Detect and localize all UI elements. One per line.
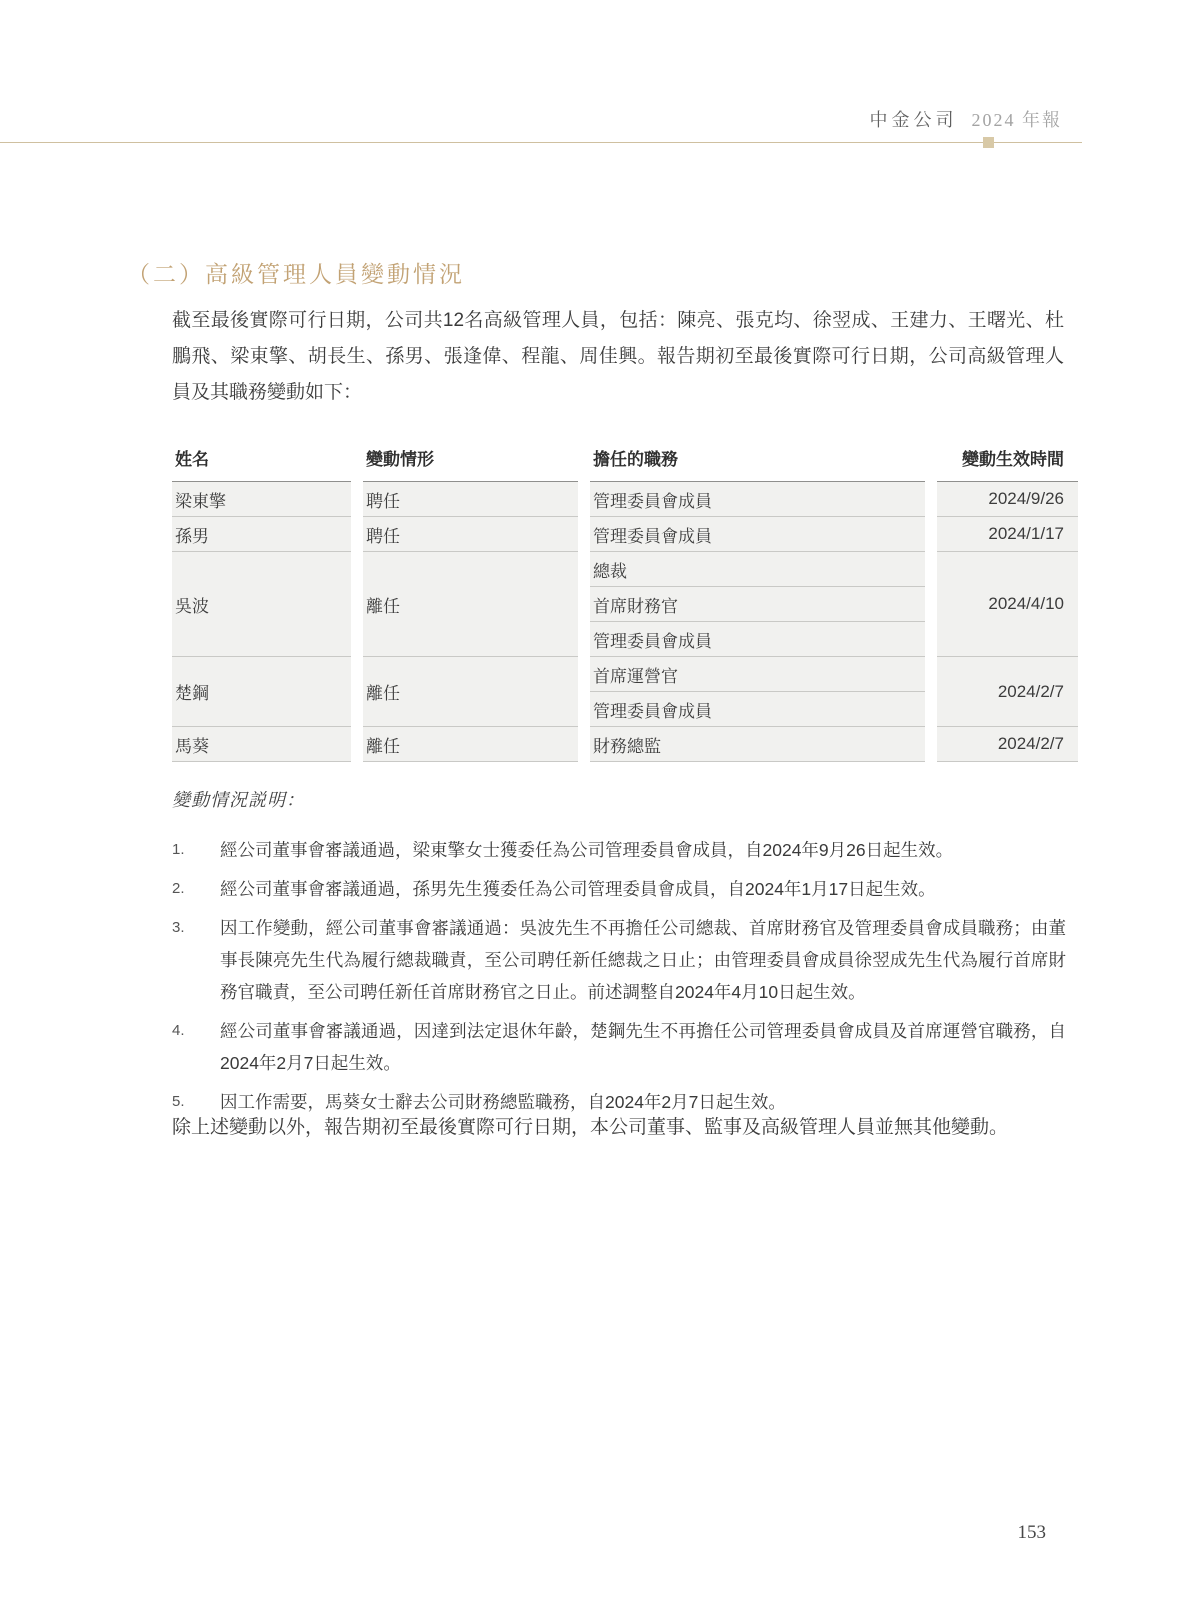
note-number: 3. xyxy=(172,919,185,936)
note-number: 4. xyxy=(172,1022,185,1039)
table-cell-position: 管理委員會成員 xyxy=(590,692,925,727)
note-text: 經公司董事會審議通過，因達到法定退休年齡，楚鋼先生不再擔任公司管理委員會成員及首席運營官職務，自2024年2月7日起生效。 xyxy=(220,1021,1066,1073)
notes-section xyxy=(172,786,1066,1125)
note-text: 因工作變動，經公司董事會審議通過：吳波先生不再擔任公司總裁、首席財務官及管理委員會成員職務；由董事長陳亮先生代為履行總裁職責，至公司聘任新任總裁之日止；由管理委員會成員徐翌成先生代為履行首席財務官職責，至公司聘任新任首席財務官之日止。前述調整自2024年4月10日起生效。 xyxy=(220,918,1066,1002)
intro-paragraph: 截至最後實際可行日期，公司共12名高級管理人員，包括：陳亮、張克均、徐翌成、王建力、王曙光、杜鵬飛、梁東擎、胡長生、孫男、張逢偉、程龍、周佳興。報告期初至最後實際可行日期，公司高級管理人員及其職務變動如下： xyxy=(172,310,1064,403)
table-header-cell: 變動生效時間 xyxy=(937,434,1078,482)
note-item xyxy=(172,912,1066,1008)
table-cell-date: 2024/9/26 xyxy=(937,482,1078,517)
table-cell-change: 聘任 xyxy=(363,517,578,552)
table-cell-change: 聘任 xyxy=(363,482,578,517)
table-cell-change: 離任 xyxy=(363,552,578,657)
table-cell-date: 2024/1/17 xyxy=(937,517,1078,552)
table-cell-position: 總裁 xyxy=(590,552,925,587)
table-cell-position: 財務總監 xyxy=(590,727,925,762)
note-number: 1. xyxy=(172,841,185,858)
table-cell-name: 孫男 xyxy=(172,517,351,552)
table-header-cell: 擔任的職務 xyxy=(590,434,925,482)
notes-list xyxy=(172,834,1066,1118)
table-cell-name: 馬葵 xyxy=(172,727,351,762)
note-item xyxy=(172,873,1066,905)
table-header-cell: 姓名 xyxy=(172,434,351,482)
closing-paragraph: 除上述變動以外，報告期初至最後實際可行日期，本公司董事、監事及高級管理人員並無其他變動。 xyxy=(172,1117,1009,1138)
note-number: 5. xyxy=(172,1093,185,1110)
table-cell-name: 楚鋼 xyxy=(172,657,351,727)
table-cell-position: 管理委員會成員 xyxy=(590,482,925,517)
table-cell-name: 吳波 xyxy=(172,552,351,657)
header-rule-line xyxy=(0,142,1082,143)
note-item xyxy=(172,1015,1066,1079)
company-name: 中金公司 xyxy=(869,110,958,130)
note-text: 因工作需要，馬葵女士辭去公司財務總監職務，自2024年2月7日起生效。 xyxy=(220,1092,786,1112)
table-cell-position: 管理委員會成員 xyxy=(590,517,925,552)
note-number: 2. xyxy=(172,880,185,897)
running-header xyxy=(870,106,1063,132)
table-cell-position: 首席運營官 xyxy=(590,657,925,692)
notes-title: 變動情況説明： xyxy=(172,790,305,810)
report-edition: 2024 年報 xyxy=(971,110,1062,130)
note-text: 經公司董事會審議通過，梁東擎女士獲委任為公司管理委員會成員，自2024年9月26日起生效。 xyxy=(220,840,954,860)
page-number: 153 xyxy=(1017,1522,1046,1543)
table-header-cell: 變動情形 xyxy=(363,434,578,482)
table-cell-date: 2024/2/7 xyxy=(937,727,1078,762)
table-cell-position: 首席財務官 xyxy=(590,587,925,622)
note-text: 經公司董事會審議通過，孫男先生獲委任為公司管理委員會成員，自2024年1月17日起生效。 xyxy=(220,879,936,899)
table-cell-position: 管理委員會成員 xyxy=(590,622,925,657)
management-change-table xyxy=(172,434,1078,762)
table-cell-change: 離任 xyxy=(363,657,578,727)
table-cell-change: 離任 xyxy=(363,727,578,762)
table-cell-name: 梁東擎 xyxy=(172,482,351,517)
header-square-ornament xyxy=(983,137,994,148)
table-cell-date: 2024/2/7 xyxy=(937,657,1078,727)
section-title: （二）高級管理人員變動情況 xyxy=(127,261,465,287)
note-item xyxy=(172,834,1066,866)
table-cell-date: 2024/4/10 xyxy=(937,552,1078,657)
